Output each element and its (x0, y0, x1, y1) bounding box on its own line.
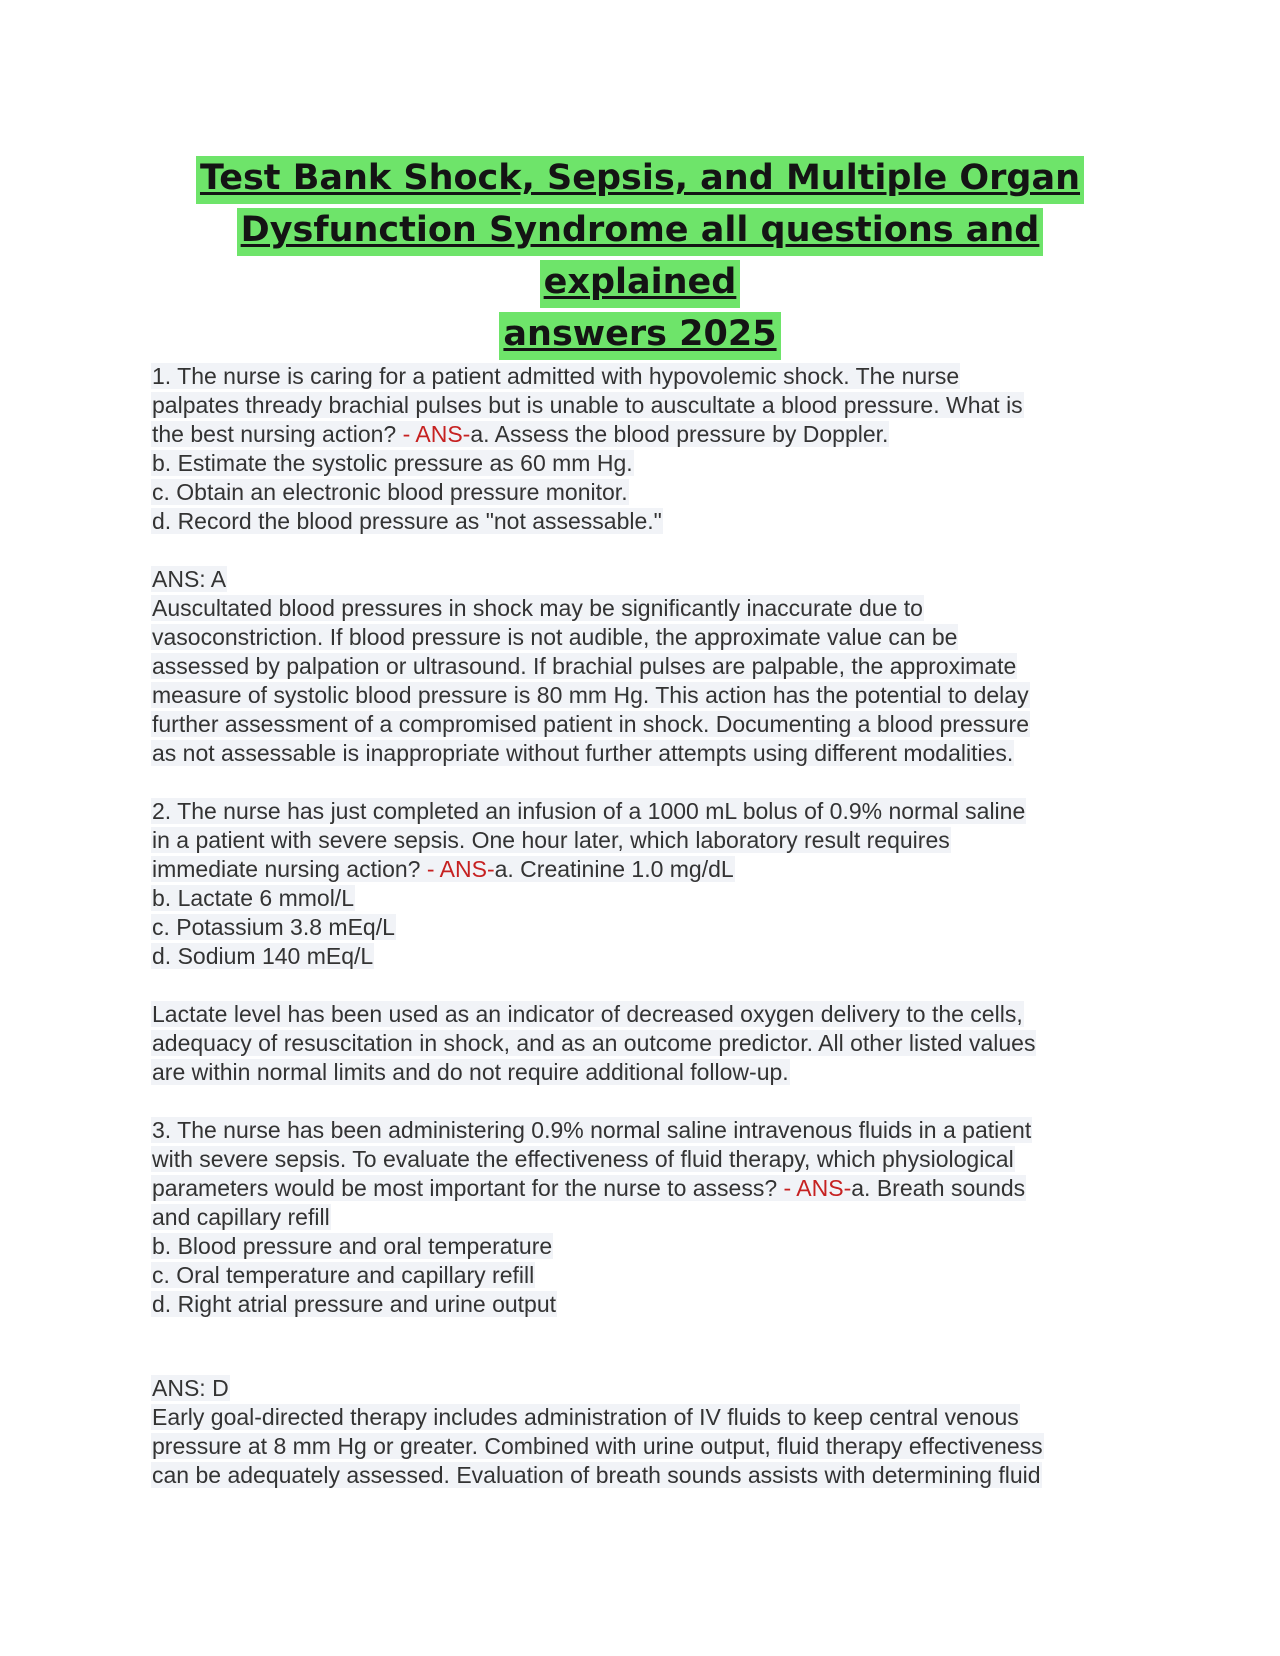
document-title (150, 152, 1130, 360)
option-c: c. Obtain an electronic blood pressure monitor. (152, 479, 628, 505)
explanation-text: Lactate level has been used as an indicator of decreased oxygen delivery to the cells, (152, 1001, 1023, 1027)
question-text: palpates thready brachial pulses but is unable to auscultate a blood pressure. What is (152, 392, 1023, 418)
answer-marker: - ANS- (783, 1175, 852, 1201)
explanation-text: as not assessable is inappropriate without further attempts using different modalities. (152, 740, 1014, 766)
option-c: c. Oral temperature and capillary refill (152, 1262, 535, 1288)
question-text: in a patient with severe sepsis. One hour later, which laboratory result requires (152, 827, 950, 853)
option-a: a. Creatinine 1.0 mg/dL (494, 856, 734, 882)
explanation-text: can be adequately assessed. Evaluation of breath sounds assists with determining fluid (152, 1462, 1041, 1488)
option-d: d. Right atrial pressure and urine output (152, 1291, 557, 1317)
option-a: a. Assess the blood pressure by Doppler. (470, 421, 889, 447)
option-b: b. Lactate 6 mmol/L (152, 885, 354, 911)
explanation-text: pressure at 8 mm Hg or greater. Combined with urine output, fluid therapy effectiveness (152, 1433, 1043, 1459)
explanation-text: adequacy of resuscitation in shock, and as an outcome predictor. All other listed values (152, 1030, 1036, 1056)
question-3 (151, 1116, 1151, 1490)
explanation-text: measure of systolic blood pressure is 80 mm Hg. This action has the potential to delay (152, 682, 1029, 708)
explanation-text: Early goal-directed therapy includes administration of IV fluids to keep central venous (152, 1404, 1019, 1430)
explanation-text: vasoconstriction. If blood pressure is not audible, the approximate value can be (152, 624, 958, 650)
answer-key: ANS: A (152, 566, 227, 592)
question-text: the best nursing action? (152, 421, 403, 447)
option-a-continued: and capillary refill (152, 1204, 330, 1230)
explanation-text: further assessment of a compromised patient in shock. Documenting a blood pressure (152, 711, 1029, 737)
question-text: 1. The nurse is caring for a patient admitted with hypovolemic shock. The nurse (152, 363, 960, 389)
question-1 (151, 362, 1151, 768)
explanation-text: are within normal limits and do not require additional follow-up. (152, 1059, 789, 1085)
question-text: 2. The nurse has just completed an infusion of a 1000 mL bolus of 0.9% normal saline (152, 798, 1026, 824)
answer-marker: - ANS- (402, 421, 471, 447)
document-body (151, 362, 1151, 1490)
option-b: b. Estimate the systolic pressure as 60 mm Hg. (152, 450, 633, 476)
question-text: with severe sepsis. To evaluate the effectiveness of fluid therapy, which physiological (152, 1146, 1014, 1172)
option-c: c. Potassium 3.8 mEq/L (152, 914, 395, 940)
question-2 (151, 797, 1151, 1087)
option-b: b. Blood pressure and oral temperature (152, 1233, 553, 1259)
explanation-text: assessed by palpation or ultrasound. If brachial pulses are palpable, the approximate (152, 653, 1017, 679)
question-text: parameters would be most important for the nurse to assess? (152, 1175, 784, 1201)
question-text: 3. The nurse has been administering 0.9% normal saline intravenous fluids in a patient (152, 1117, 1032, 1143)
answer-marker: - ANS- (426, 856, 495, 882)
option-d: d. Sodium 140 mEq/L (152, 943, 374, 969)
question-text: immediate nursing action? (152, 856, 427, 882)
answer-key: ANS: D (152, 1375, 229, 1401)
option-a: a. Breath sounds (851, 1175, 1026, 1201)
title-line-1: Test Bank Shock, Sepsis, and Multiple Organ (196, 156, 1084, 204)
explanation-text: Auscultated blood pressures in shock may be significantly inaccurate due to (152, 595, 923, 621)
title-line-2: Dysfunction Syndrome all questions and explained (237, 208, 1044, 308)
option-d: d. Record the blood pressure as "not assessable." (152, 508, 662, 534)
title-line-3: answers 2025 (499, 312, 780, 360)
